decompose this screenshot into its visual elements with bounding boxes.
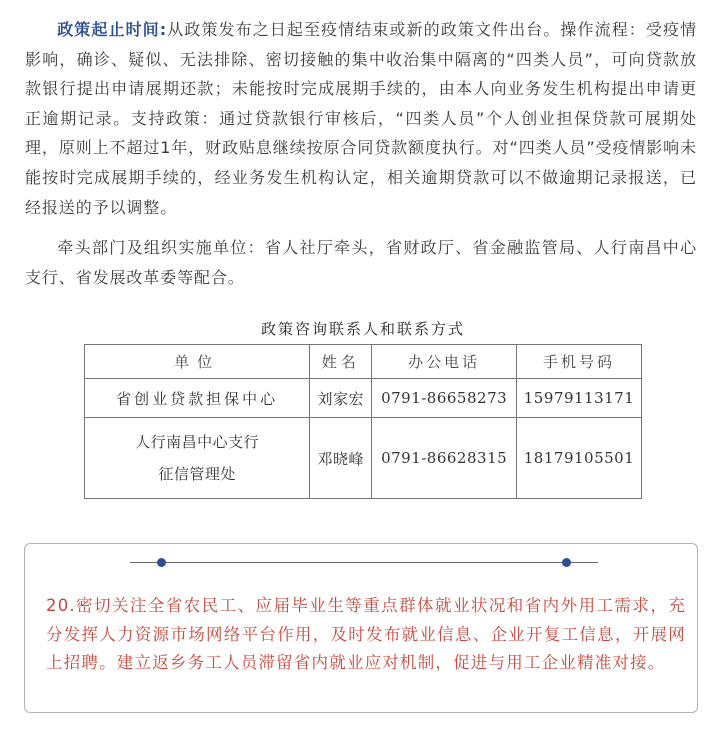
cell-mobile: 15979113171 <box>517 379 642 418</box>
policy-period-lead: 政策起止时间: <box>57 20 168 39</box>
box-divider-decoration <box>25 554 697 572</box>
lead-unit-text: 牵头部门及组织实施单位：省人社厅牵头，省财政厅、省金融监管局、人行南昌中心支行、省发展改革委等配合。 <box>25 238 697 287</box>
cell-unit: 省创业贷款担保中心 <box>85 379 310 418</box>
highlight-box <box>24 543 698 713</box>
highlight-text: 20.密切关注全省农民工、应届毕业生等重点群体就业状况和省内外用工需求，充分发挥人力资源市场网络平台作用，及时发布就业信息、企业开复工信息，开展网上招聘。建立返乡务工人员滞留省内就业应对机制，促进与用工企业精准对接。 <box>46 596 686 672</box>
cell-unit <box>85 418 310 499</box>
cell-mobile: 18179105501 <box>517 418 642 499</box>
table-row <box>85 379 642 418</box>
cell-name: 邓晓峰 <box>310 418 372 499</box>
contact-table-title: 政策咨询联系人和联系方式 <box>260 320 465 338</box>
cell-name: 刘家宏 <box>310 379 372 418</box>
lead-unit-paragraph <box>25 233 697 292</box>
cell-office-phone: 0791-86628315 <box>372 418 517 499</box>
header-mobile: 手机号码 <box>517 345 642 379</box>
cell-office-phone: 0791-86658273 <box>372 379 517 418</box>
policy-paragraph <box>25 15 697 222</box>
divider-dot-left <box>157 558 166 567</box>
cell-unit-line1: 人行南昌中心支行 <box>135 433 260 451</box>
divider-dot-right <box>562 558 571 567</box>
header-unit: 单位 <box>85 345 310 379</box>
divider-line-center <box>166 562 562 563</box>
contact-table <box>84 344 642 499</box>
divider-line-left <box>130 562 157 563</box>
divider-line-right <box>571 562 598 563</box>
cell-unit-line2: 征信管理处 <box>158 465 236 483</box>
table-row <box>85 418 642 499</box>
policy-paragraph-text: 从政策发布之日起至疫情结束或新的政策文件出台。操作流程：受疫情影响，确诊、疑似、无法排除、密切接触的集中收治集中隔离的“四类人员”，可向贷款放款银行提出申请展期还款；未能按时完成展期手续的，由本人向业务发生机构提出申请更正逾期记录。支持政策：通过贷款银行审核后，“四类人员”个人创业担保贷款可展期处理，原则上不超过1年，财政贴息继续按原合同贷款额度执行。对“四类人员”受疫情影响未能按时完成展期手续的，经业务发生机构认定，相关逾期贷款可以不做逾期记录报送，已经报送的予以调整。 <box>25 20 697 217</box>
header-name: 姓名 <box>310 345 372 379</box>
table-header-row <box>85 345 642 379</box>
header-office-phone: 办公电话 <box>372 345 517 379</box>
